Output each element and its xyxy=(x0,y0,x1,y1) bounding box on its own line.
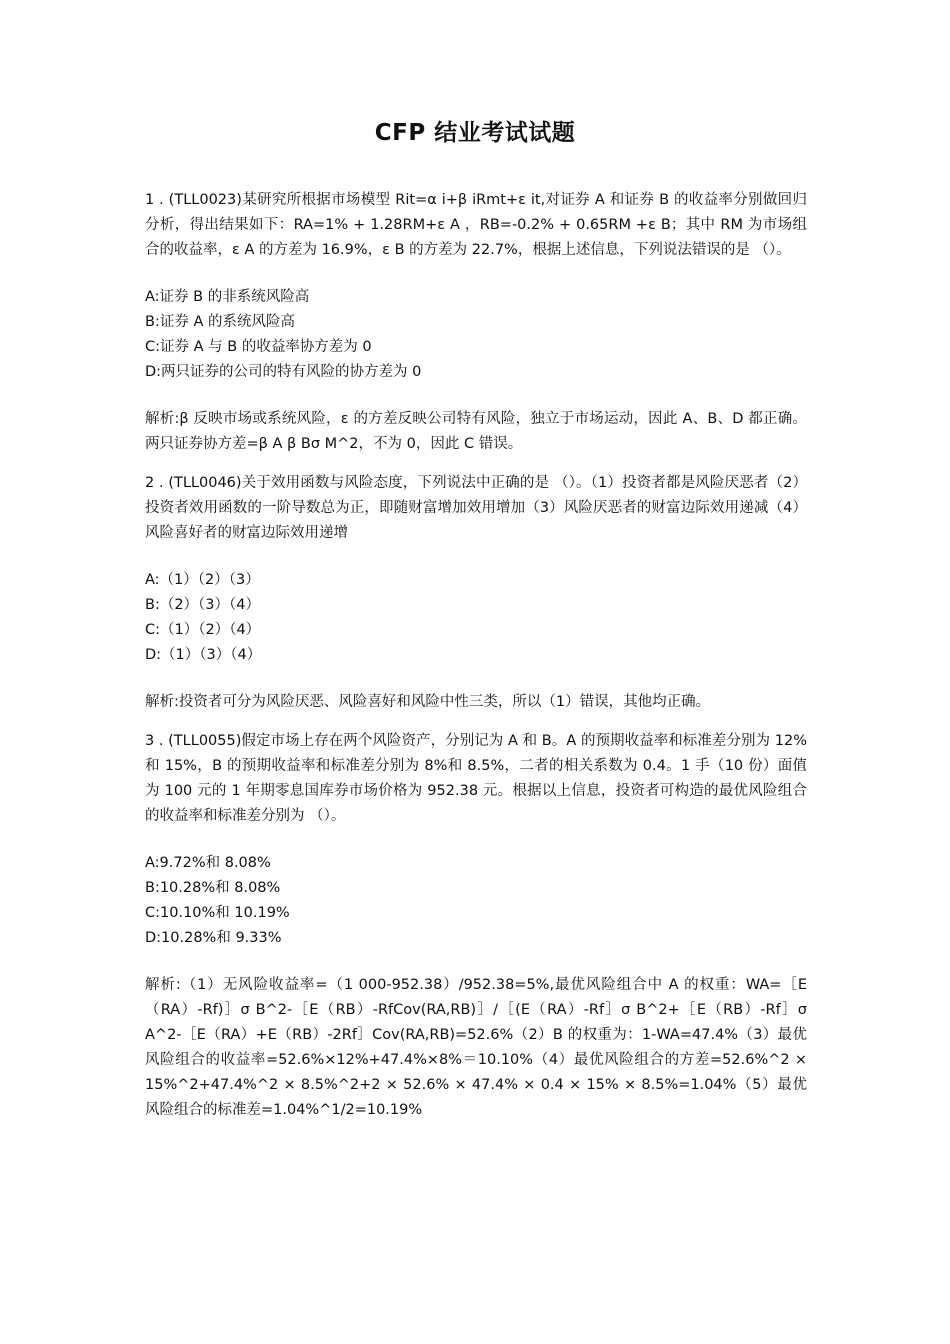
question-1-analysis: 解析:β 反映市场或系统风险，ε 的方差反映公司特有风险，独立于市场运动，因此 A、B、D 都正确。两只证券协方差=β A β Bσ M^2，不为 0，因此 C 错误。 xyxy=(145,411,807,452)
question-2-stem: 2 . (TLL0046)关于效用函数与风险态度，下列说法中正确的是 （）。（1）投资者都是风险厌恶者（2）投资者效用函数的一阶导数总为正，即随财富增加效用增加（3）风险厌恶者的财富边际效用递减（4）风险喜好者的财富边际效用递增 xyxy=(145,475,807,541)
question-2-option-a: A:（1）（2）（3） xyxy=(145,572,260,588)
question-1-option-b: B:证券 A 的系统风险高 xyxy=(145,314,295,330)
question-3-option-c: C:10.10%和 10.19% xyxy=(145,905,290,921)
question-2-option-c: C:（1）（2）（4） xyxy=(145,622,261,638)
question-3-option-b: B:10.28%和 8.08% xyxy=(145,880,281,896)
question-1-option-c: C:证券 A 与 B 的收益率协方差为 0 xyxy=(145,339,372,355)
question-3-analysis: 解析:（1）无风险收益率=（1 000-952.38）/952.38=5%,最优风险组合中 A 的权重：WA=［E（RA）-Rf)］σ B^2-［E（RB）-RfCov(RA,RB)］/［(E（RA）-Rf］σ B^2+［E（RB）-Rf］σ A^2-［E（RA）+E（RB）-2Rf］Cov(RA,RB)=52.6%（2）B 的权重为：1-WA=47.4%（3）最优风险组合的收益率=52.6%×12%+47.4%×8%＝10.10%（4）最优风险组合的方差=52.6%^2 × 15%^2+47.4%^2 × 8.5%^2+2 × 52.6% × 47.4% × 0.4 × 15% × 8.5%=1.04%（5）最优风险组合的标准差=1.04%^1/2=10.19% xyxy=(145,977,807,1118)
question-1-stem: 1 . (TLL0023)某研究所根据市场模型 Rit=α i+β iRmt+ε it,对证券 A 和证券 B 的收益率分别做回归分析，得出结果如下：RA=1% + 1.28RM+ε A ，RB=-0.2% + 0.65RM +ε B；其中 RM 为市场组合的收益率，ε A 的方差为 16.9%，ε B 的方差为 22.7%，根据上述信息，下列说法错误的是 （）。 xyxy=(145,192,807,258)
question-2-option-d: D:（1）（3）（4） xyxy=(145,647,262,663)
question-3-option-a: A:9.72%和 8.08% xyxy=(145,855,271,871)
question-3-option-d: D:10.28%和 9.33% xyxy=(145,930,282,946)
document-body xyxy=(145,188,807,1123)
question-1-option-a: A:证券 B 的非系统风险高 xyxy=(145,289,310,305)
question-1-option-d: D:两只证券的公司的特有风险的协方差为 0 xyxy=(145,364,422,380)
document-title: CFP 结业考试试题 xyxy=(374,120,576,146)
question-2-analysis: 解析:投资者可分为风险厌恶、风险喜好和风险中性三类，所以（1）错误，其他均正确。 xyxy=(145,694,711,710)
question-2-option-b: B:（2）（3）（4） xyxy=(145,597,261,613)
question-3-stem: 3 . (TLL0055)假定市场上存在两个风险资产，分别记为 A 和 B。A 的预期收益率和标准差分别为 12%和 15%，B 的预期收益率和标准差分别为 8%和 8.5%，二者的相关系数为 0.4。1 手（10 份）面值为 100 元的 1 年期零息国库券市场价格为 952.38 元。根据以上信息，投资者可构造的最优风险组合的收益率和标准差分别为 （）。 xyxy=(145,733,807,824)
